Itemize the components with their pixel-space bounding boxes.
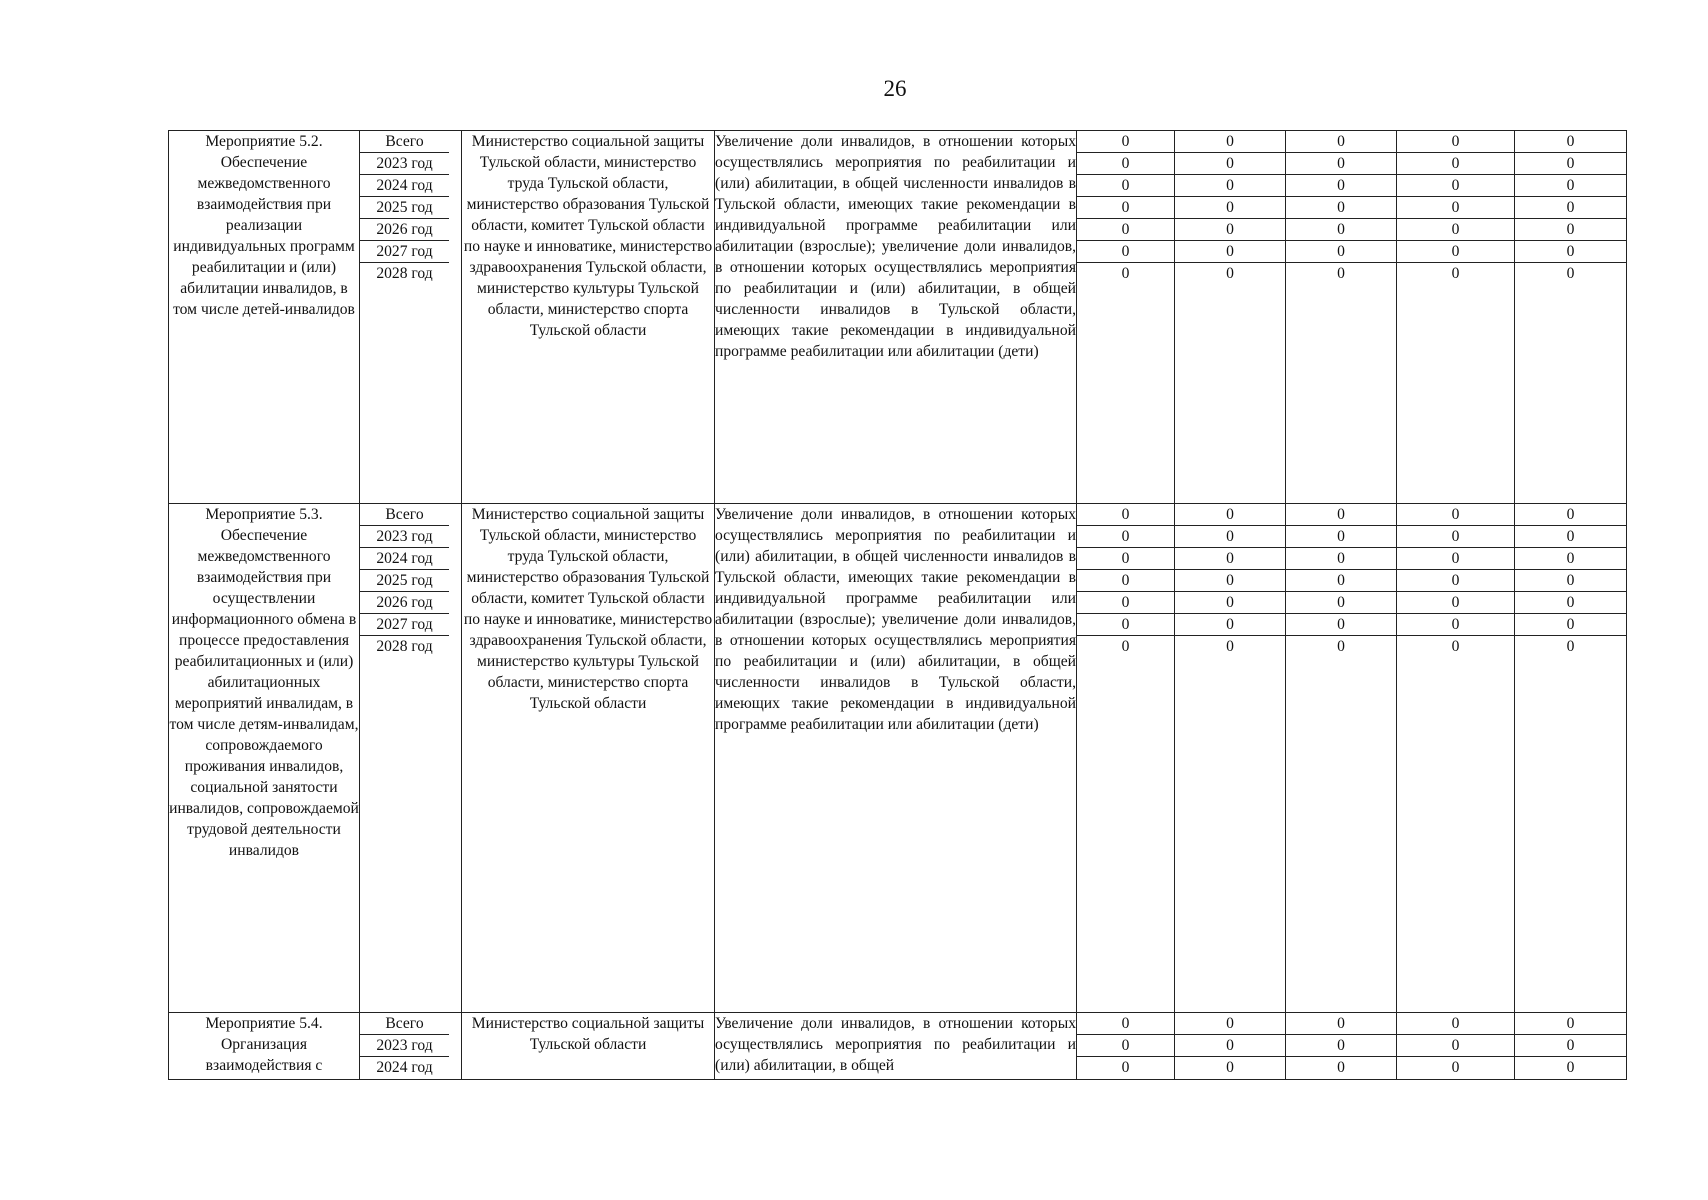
value-cell: 0 bbox=[1286, 504, 1396, 526]
year-label: 2027 год bbox=[360, 614, 449, 636]
value-cell: 0 bbox=[1397, 526, 1514, 548]
value-cell: 0 bbox=[1515, 175, 1626, 197]
value-cell: 0 bbox=[1566, 265, 1575, 282]
value-cell: 0 bbox=[1175, 219, 1285, 241]
value-cell: 0 bbox=[1175, 241, 1285, 263]
value-cell: 0 bbox=[1286, 241, 1396, 263]
value-cell: 0 bbox=[1077, 614, 1174, 636]
value-cell: 0 bbox=[1077, 504, 1174, 526]
table-row bbox=[169, 131, 1627, 504]
value-cell: 0 bbox=[1077, 219, 1174, 241]
year-label: 2025 год bbox=[360, 570, 449, 592]
value-cell: 0 bbox=[1286, 570, 1396, 592]
value-column-2 bbox=[1175, 504, 1286, 1013]
value-cell: 0 bbox=[1286, 614, 1396, 636]
value-cell: 0 bbox=[1077, 175, 1174, 197]
value-column-2 bbox=[1175, 1013, 1286, 1080]
value-cell: 0 bbox=[1175, 526, 1285, 548]
value-cell: 0 bbox=[1286, 219, 1396, 241]
value-cell: 0 bbox=[1226, 638, 1234, 655]
value-cell: 0 bbox=[1077, 1035, 1174, 1057]
value-cell: 0 bbox=[1286, 153, 1396, 175]
year-label: 2025 год bbox=[360, 197, 449, 219]
value-cell: 0 bbox=[1175, 614, 1285, 636]
measures-table bbox=[168, 130, 1627, 1080]
value-cell: 0 bbox=[1175, 504, 1285, 526]
value-cell: 0 bbox=[1515, 241, 1626, 263]
result-cell: Увеличение доли инвалидов, в отношении которых осуществлялись мероприятия по реабилитации и (или) абилитации, в общей численности инвалидов в Тульской области, имеющих такие рекомендации в индивидуальной программе реабилитации или абилитации (взрослые); увеличение доли инвалидов, в отношении которых осуществлялись мероприятия по реабилитации и (или) абилитации, в общей численности инвалидов в Тульской области, имеющих такие рекомендации в индивидуальной программе реабилитации или абилитации (дети) bbox=[715, 131, 1077, 504]
value-cell: 0 bbox=[1515, 1013, 1626, 1035]
value-cell: 0 bbox=[1337, 265, 1345, 282]
value-column-1 bbox=[1077, 1013, 1175, 1080]
event-name-cell: Мероприятие 5.3. Обеспечение межведомственного взаимодействия при осуществлении информационного обмена в процессе предоставления реабилитационных и (или) абилитационных мероприятий инвалидам, в том числе детям-инвалидам, сопровождаемого проживания инвалидов, социальной занятости инвалидов, сопровождаемой трудовой деятельности инвалидов bbox=[169, 504, 360, 1013]
value-cell: 0 bbox=[1077, 153, 1174, 175]
year-label: 2028 год bbox=[376, 265, 433, 282]
value-cell: 0 bbox=[1175, 548, 1285, 570]
value-cell: 0 bbox=[1337, 638, 1345, 655]
years-cell bbox=[360, 504, 462, 1013]
value-cell: 0 bbox=[1451, 265, 1460, 282]
value-column-4 bbox=[1397, 1013, 1515, 1080]
value-cell: 0 bbox=[1515, 526, 1626, 548]
value-cell: 0 bbox=[1397, 504, 1514, 526]
value-cell: 0 bbox=[1397, 1035, 1514, 1057]
value-cell: 0 bbox=[1077, 526, 1174, 548]
year-label: 2028 год bbox=[376, 638, 433, 655]
year-label: 2024 год bbox=[376, 1059, 433, 1076]
value-cell: 0 bbox=[1175, 197, 1285, 219]
year-label: Всего bbox=[360, 1013, 449, 1035]
years-cell bbox=[360, 131, 462, 504]
value-cell: 0 bbox=[1515, 504, 1626, 526]
value-column-5 bbox=[1515, 504, 1627, 1013]
value-column-5 bbox=[1515, 1013, 1627, 1080]
value-cell: 0 bbox=[1286, 131, 1396, 153]
value-cell: 0 bbox=[1515, 592, 1626, 614]
value-cell: 0 bbox=[1175, 1035, 1285, 1057]
value-cell: 0 bbox=[1337, 1059, 1345, 1076]
value-cell: 0 bbox=[1175, 570, 1285, 592]
value-cell: 0 bbox=[1286, 197, 1396, 219]
value-column-3 bbox=[1286, 131, 1397, 504]
year-label: Всего bbox=[360, 504, 449, 526]
value-cell: 0 bbox=[1077, 592, 1174, 614]
year-label: 2024 год bbox=[360, 175, 449, 197]
value-cell: 0 bbox=[1226, 1059, 1234, 1076]
year-label: 2023 год bbox=[360, 1035, 449, 1057]
value-column-5 bbox=[1515, 131, 1627, 504]
value-cell: 0 bbox=[1397, 197, 1514, 219]
value-column-1 bbox=[1077, 504, 1175, 1013]
value-cell: 0 bbox=[1175, 592, 1285, 614]
year-label: 2024 год bbox=[360, 548, 449, 570]
value-cell: 0 bbox=[1515, 548, 1626, 570]
value-cell: 0 bbox=[1397, 131, 1514, 153]
value-cell: 0 bbox=[1226, 265, 1234, 282]
value-cell: 0 bbox=[1566, 1059, 1575, 1076]
executors-cell: Министерство социальной защиты Тульской области bbox=[462, 1013, 715, 1080]
year-label: Всего bbox=[360, 131, 449, 153]
value-cell: 0 bbox=[1286, 1013, 1396, 1035]
value-cell: 0 bbox=[1286, 548, 1396, 570]
value-cell: 0 bbox=[1397, 175, 1514, 197]
year-label: 2023 год bbox=[360, 526, 449, 548]
value-cell: 0 bbox=[1077, 131, 1174, 153]
value-cell: 0 bbox=[1397, 570, 1514, 592]
value-column-4 bbox=[1397, 504, 1515, 1013]
year-label: 2023 год bbox=[360, 153, 449, 175]
page-number: 26 bbox=[883, 76, 907, 101]
value-cell: 0 bbox=[1286, 175, 1396, 197]
value-column-3 bbox=[1286, 504, 1397, 1013]
value-cell: 0 bbox=[1175, 175, 1285, 197]
value-cell: 0 bbox=[1515, 131, 1626, 153]
value-cell: 0 bbox=[1397, 592, 1514, 614]
year-label: 2026 год bbox=[360, 219, 449, 241]
value-cell: 0 bbox=[1515, 197, 1626, 219]
value-cell: 0 bbox=[1286, 526, 1396, 548]
year-label: 2027 год bbox=[360, 241, 449, 263]
value-cell: 0 bbox=[1121, 638, 1130, 655]
year-label: 2026 год bbox=[360, 592, 449, 614]
value-cell: 0 bbox=[1397, 219, 1514, 241]
value-column-3 bbox=[1286, 1013, 1397, 1080]
value-cell: 0 bbox=[1077, 241, 1174, 263]
executors-cell: Министерство социальной защиты Тульской области, министерство труда Тульской области, министерство образования Тульской области, комитет Тульской области по науке и инноватике, министерство здравоохранения Тульской области, министерство культуры Тульской области, министерство спорта Тульской области bbox=[462, 504, 715, 1013]
event-name-cell: Мероприятие 5.4. Организация взаимодействия с bbox=[169, 1013, 360, 1080]
value-cell: 0 bbox=[1397, 241, 1514, 263]
value-cell: 0 bbox=[1175, 153, 1285, 175]
value-cell: 0 bbox=[1077, 1013, 1174, 1035]
value-cell: 0 bbox=[1515, 219, 1626, 241]
value-column-2 bbox=[1175, 131, 1286, 504]
value-cell: 0 bbox=[1566, 638, 1575, 655]
value-cell: 0 bbox=[1451, 638, 1460, 655]
value-cell: 0 bbox=[1077, 548, 1174, 570]
result-cell: Увеличение доли инвалидов, в отношении которых осуществлялись мероприятия по реабилитации и (или) абилитации, в общей численности инвалидов в Тульской области, имеющих такие рекомендации в индивидуальной программе реабилитации или абилитации (взрослые); увеличение доли инвалидов, в отношении которых осуществлялись мероприятия по реабилитации и (или) абилитации, в общей численности инвалидов в Тульской области, имеющих такие рекомендации в индивидуальной программе реабилитации или абилитации (дети) bbox=[715, 504, 1077, 1013]
table-row bbox=[169, 1013, 1627, 1080]
value-cell: 0 bbox=[1175, 1013, 1285, 1035]
value-cell: 0 bbox=[1121, 1059, 1130, 1076]
value-cell: 0 bbox=[1286, 592, 1396, 614]
table-row bbox=[169, 504, 1627, 1013]
value-cell: 0 bbox=[1077, 570, 1174, 592]
value-column-1 bbox=[1077, 131, 1175, 504]
value-cell: 0 bbox=[1397, 614, 1514, 636]
value-cell: 0 bbox=[1515, 1035, 1626, 1057]
value-cell: 0 bbox=[1397, 1013, 1514, 1035]
result-cell: Увеличение доли инвалидов, в отношении которых осуществлялись мероприятия по реабилитации и (или) абилитации, в общей bbox=[715, 1013, 1077, 1080]
value-cell: 0 bbox=[1397, 153, 1514, 175]
value-cell: 0 bbox=[1515, 570, 1626, 592]
value-cell: 0 bbox=[1286, 1035, 1396, 1057]
value-cell: 0 bbox=[1451, 1059, 1460, 1076]
value-cell: 0 bbox=[1077, 197, 1174, 219]
event-name-cell: Мероприятие 5.2. Обеспечение межведомственного взаимодействия при реализации индивидуальных программ реабилитации и (или) абилитации инвалидов, в том числе детей-инвалидов bbox=[169, 131, 360, 504]
value-column-4 bbox=[1397, 131, 1515, 504]
value-cell: 0 bbox=[1121, 265, 1130, 282]
years-cell bbox=[360, 1013, 462, 1080]
value-cell: 0 bbox=[1515, 153, 1626, 175]
value-cell: 0 bbox=[1175, 131, 1285, 153]
value-cell: 0 bbox=[1397, 548, 1514, 570]
executors-cell: Министерство социальной защиты Тульской области, министерство труда Тульской области, министерство образования Тульской области, комитет Тульской области по науке и инноватике, министерство здравоохранения Тульской области, министерство культуры Тульской области, министерство спорта Тульской области bbox=[462, 131, 715, 504]
value-cell: 0 bbox=[1515, 614, 1626, 636]
